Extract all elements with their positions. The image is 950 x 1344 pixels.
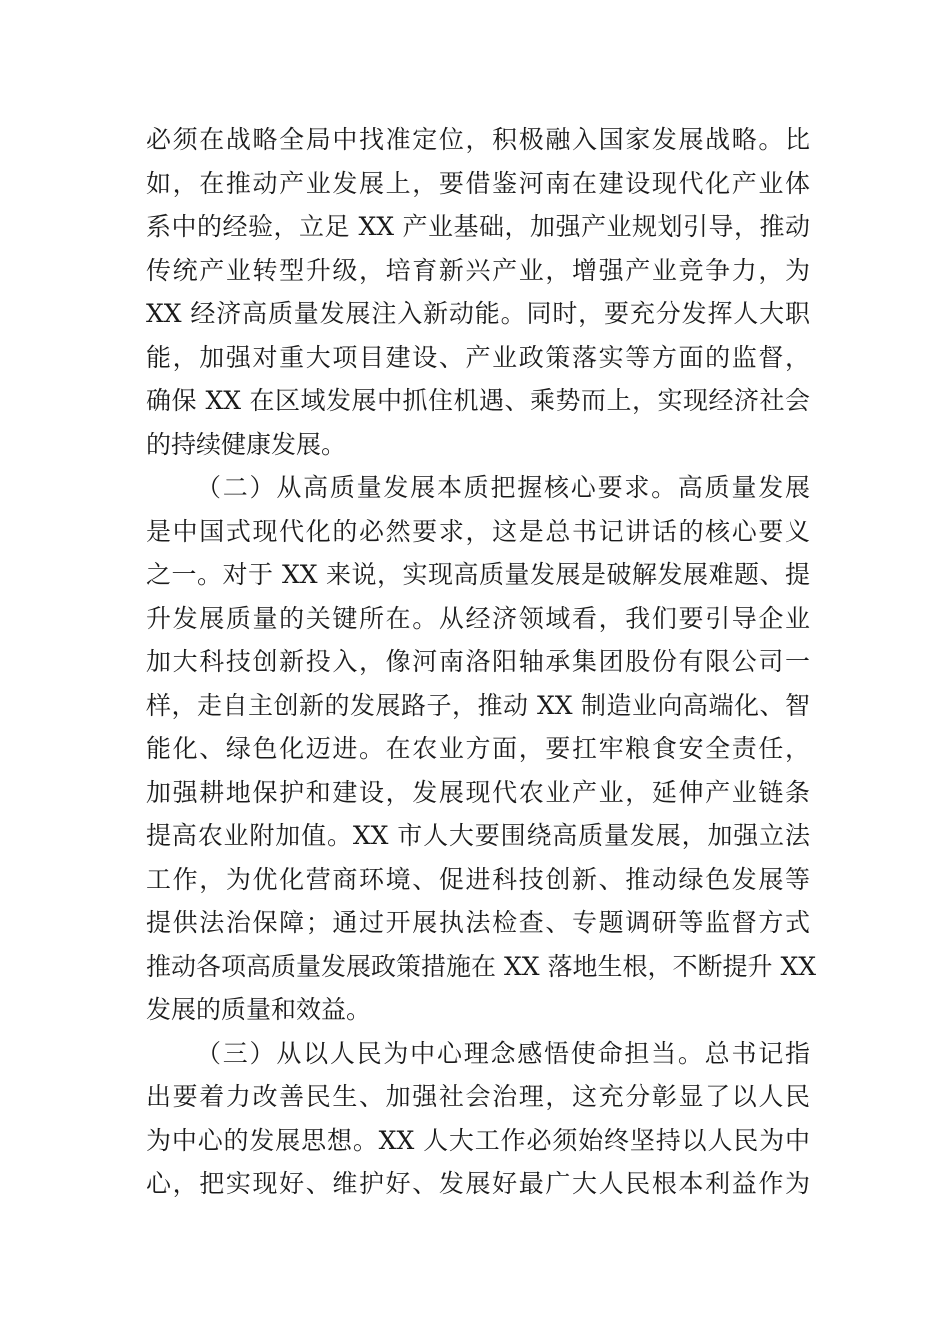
paragraph-heading-line: （三）从以人民为中心理念感悟使命担当。总书记指 — [196, 1038, 810, 1068]
text-line: 确保 XX 在区域发展中抓住机遇、乘势而上，实现经济社会 — [146, 386, 810, 415]
text-line: 传统产业转型升级，培育新兴产业，增强产业竞争力，为 — [146, 255, 810, 285]
text-line: 的持续健康发展。 — [146, 429, 347, 459]
paragraph-heading-line: （二）从高质量发展本质把握核心要求。高质量发展 — [196, 473, 810, 502]
text-line: 心，把实现好、维护好、发展好最广大人民根本利益作为 — [146, 1169, 810, 1198]
text-line: 提供法治保障；通过开展执法检查、专题调研等监督方式 — [146, 908, 810, 937]
text-line: 发展的质量和效益。 — [146, 995, 372, 1024]
text-line: 如，在推动产业发展上，要借鉴河南在建设现代化产业体 — [146, 168, 810, 198]
text-line: 能，加强对重大项目建设、产业政策落实等方面的监督， — [146, 342, 810, 372]
text-line: 工作，为优化营商环境、促进科技创新、推动绿色发展等 — [146, 864, 810, 894]
text-line: 加大科技创新投入，像河南洛阳轴承集团股份有限公司一 — [146, 647, 810, 676]
paragraph — [146, 118, 810, 466]
text-line: 是中国式现代化的必然要求，这是总书记讲话的核心要义 — [146, 516, 810, 546]
text-line: 能化、绿色化迈进。在农业方面，要扛牢粮食安全责任， — [146, 734, 810, 763]
text-line: 为中心的发展思想。XX 人大工作必须始终坚持以人民为中 — [146, 1125, 810, 1155]
paragraph — [146, 466, 817, 1032]
text-line: 系中的经验，立足 XX 产业基础，加强产业规划引导，推动 — [146, 212, 810, 241]
text-line: 提高农业附加值。XX 市人大要围绕高质量发展，加强立法 — [146, 821, 810, 850]
text-line: 必须在战略全局中找准定位，积极融入国家发展战略。比 — [146, 125, 810, 154]
text-line: 推动各项高质量发展政策措施在 XX 落地生根，不断提升 XX — [146, 951, 817, 981]
text-line: 之一。对于 XX 来说，实现高质量发展是破解发展难题、提 — [146, 560, 810, 589]
text-line: 加强耕地保护和建设，发展现代农业产业，延伸产业链条 — [146, 777, 810, 807]
text-line: 出要着力改善民生、加强社会治理，这充分彰显了以人民 — [146, 1082, 810, 1111]
text-line: 升发展质量的关键所在。从经济领域看，我们要引导企业 — [146, 603, 810, 633]
text-line: XX 经济高质量发展注入新动能。同时，要充分发挥人大职 — [146, 299, 810, 328]
paragraph — [146, 1032, 810, 1206]
body-text — [146, 118, 817, 1206]
text-line: 样，走自主创新的发展路子，推动 XX 制造业向高端化、智 — [146, 690, 810, 720]
